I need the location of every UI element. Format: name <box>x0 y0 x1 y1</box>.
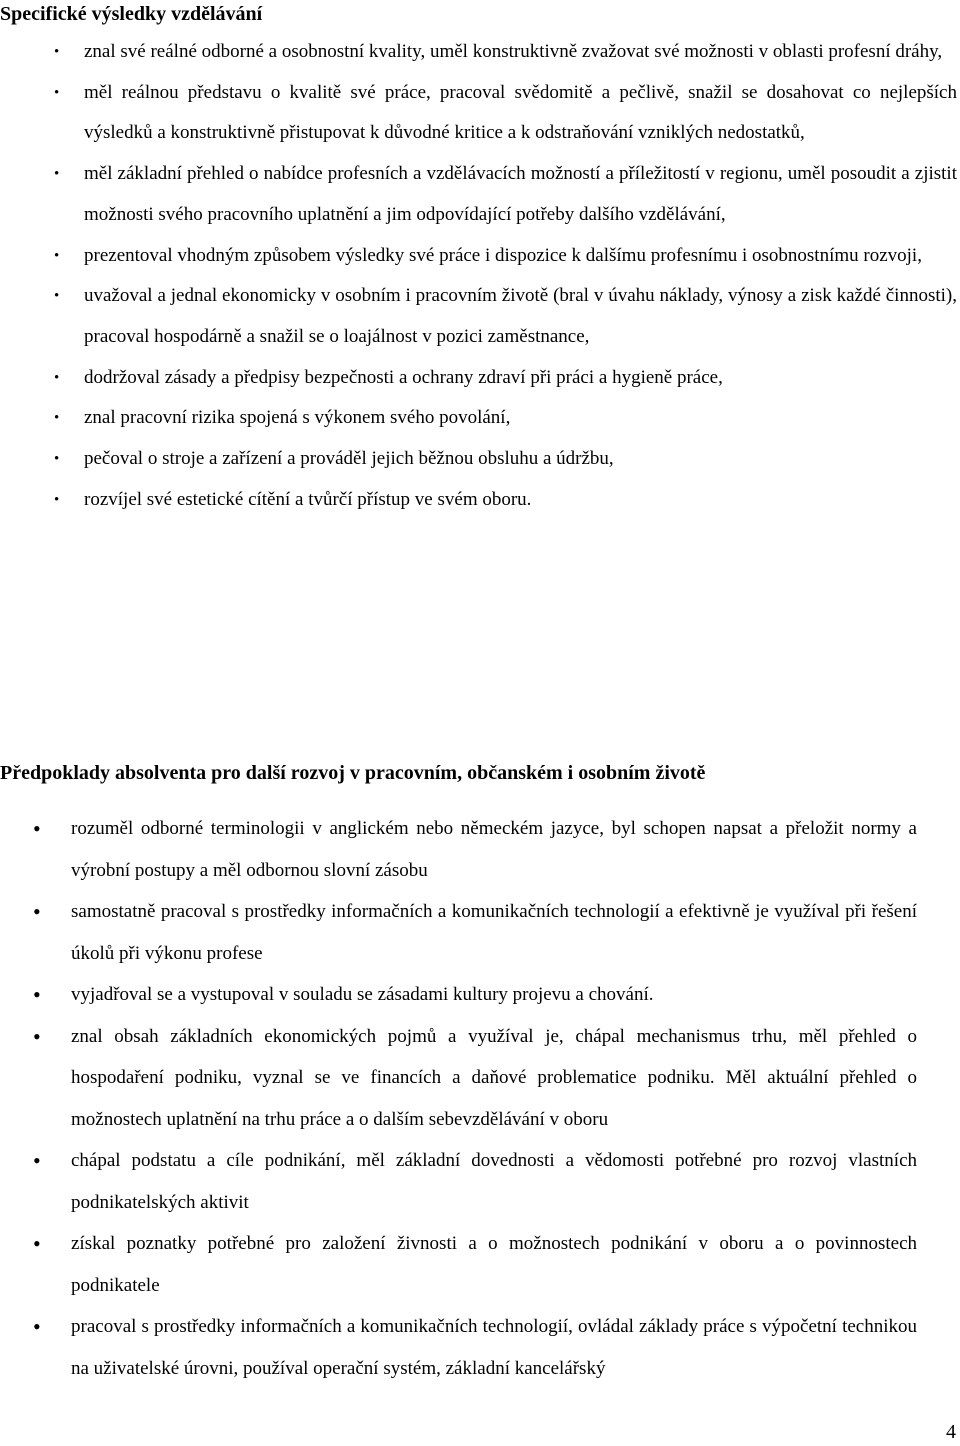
list-item-text: vyjadřoval se a vystupoval v souladu se zásadami kultury projevu a chování. <box>71 984 654 1005</box>
bullet-icon: • <box>33 816 41 841</box>
list-item <box>33 1140 917 1223</box>
list-item <box>33 1016 917 1141</box>
list-item <box>33 891 917 974</box>
specific-results-list <box>54 32 957 520</box>
bullet-icon: • <box>54 491 60 508</box>
list-item <box>54 154 957 235</box>
bullet-icon: • <box>33 1314 41 1339</box>
list-item-text: měl základní přehled o nabídce profesních a vzdělávacích možností a příležitostí v regionu, uměl posoudit a zjistit možnosti svého pracovního uplatnění a jim odpovídající potřeby dalšího vzdělávání, <box>84 163 957 225</box>
bullet-icon: • <box>33 1023 41 1049</box>
bullet-icon: • <box>54 410 60 427</box>
list-item-text: prezentoval vhodným způsobem výsledky své práce i dispozice k dalšímu profesnímu i osobnostnímu rozvoji, <box>84 244 922 266</box>
list-item <box>54 439 957 480</box>
list-item-text: uvažoval a jednal ekonomicky v osobním i pracovním životě (bral v úvahu náklady, výnosy a zisk každé činnosti), pracoval hospodárně a snažil se o loajálnost v pozici zaměstnance, <box>84 285 957 347</box>
list-item-text: chápal podstatu a cíle podnikání, měl základní dovednosti a vědomosti potřebné pro rozvoj vlastních podnikatelských aktivit <box>71 1150 917 1213</box>
list-item-text: dodržoval zásady a předpisy bezpečnosti a ochrany zdraví při práci a hygieně práce, <box>84 366 723 388</box>
bullet-icon: • <box>33 899 41 924</box>
list-item <box>54 32 957 73</box>
bullet-icon: • <box>54 369 60 386</box>
list-item-text: pečoval o stroje a zařízení a prováděl jejich běžnou obsluhu a údržbu, <box>84 448 614 470</box>
list-item-text: měl reálnou představu o kvalitě své práce, pracoval svědomitě a pečlivě, snažil se dosahovat co nejlepších výsledků a konstruktivně přistupovat k důvodné kritice a k odstraňování vzniklých nedostatků, <box>84 81 957 144</box>
bullet-icon: • <box>54 247 60 264</box>
list-item-text: získal poznatky potřebné pro založení živnosti a o možnostech podnikání v oboru a o povinnostech podnikatele <box>71 1233 917 1296</box>
list-item-text: rozuměl odborné terminologii v anglickém nebo německém jazyce, byl schopen napsat a přeložit normy a výrobní postupy a měl odbornou slovní zásobu <box>71 818 917 881</box>
list-item-text: znal své reálné odborné a osobnostní kvality, uměl konstruktivně zvažovat své možnosti v oblasti profesní dráhy, <box>84 41 943 62</box>
bullet-icon: • <box>54 288 60 305</box>
bullet-icon: • <box>54 166 60 183</box>
list-item <box>54 398 957 439</box>
list-item <box>33 1223 917 1306</box>
list-item-text: znal obsah základních ekonomických pojmů a využíval je, chápal mechanismus trhu, měl přehled o hospodaření podniku, vyznal se ve financích a daňové problematice podniku. Měl aktuální přehled o možnostech uplatnění na trhu práce a o dalším sebevzdělávání v oboru <box>71 1025 917 1130</box>
list-item-text: samostatně pracoval s prostředky informačních a komunikačních technologií a efektivně je využíval při řešení úkolů při výkonu profese <box>71 901 917 964</box>
list-item <box>54 358 957 399</box>
section-heading-graduate-prerequisites: Předpoklady absolventa pro další rozvoj v pracovním, občanském i osobním životě <box>0 762 706 784</box>
page-number: 4 <box>946 1421 956 1443</box>
section-heading-specific-results: Specifické výsledky vzdělávání <box>0 3 263 25</box>
list-item <box>54 236 957 277</box>
list-item <box>33 808 917 891</box>
list-item-text: pracoval s prostředky informačních a komunikačních technologií, ovládal základy práce s výpočetní technikou na uživatelské úrovni, používal operační systém, základní kancelářský <box>71 1316 917 1379</box>
list-item <box>33 1306 917 1389</box>
bullet-icon: • <box>54 84 60 101</box>
list-item <box>33 974 917 1016</box>
bullet-icon: • <box>54 44 60 60</box>
list-item-text: rozvíjel své estetické cítění a tvůrčí přístup ve svém oboru. <box>84 488 532 510</box>
bullet-icon: • <box>33 1148 41 1173</box>
bullet-icon: • <box>54 451 60 468</box>
graduate-prerequisites-list <box>33 808 917 1389</box>
list-item <box>54 480 957 521</box>
bullet-icon: • <box>33 982 41 1007</box>
list-item <box>54 276 957 357</box>
list-item-text: znal pracovní rizika spojená s výkonem svého povolání, <box>84 407 511 429</box>
bullet-icon: • <box>33 1231 41 1256</box>
list-item <box>54 73 957 154</box>
